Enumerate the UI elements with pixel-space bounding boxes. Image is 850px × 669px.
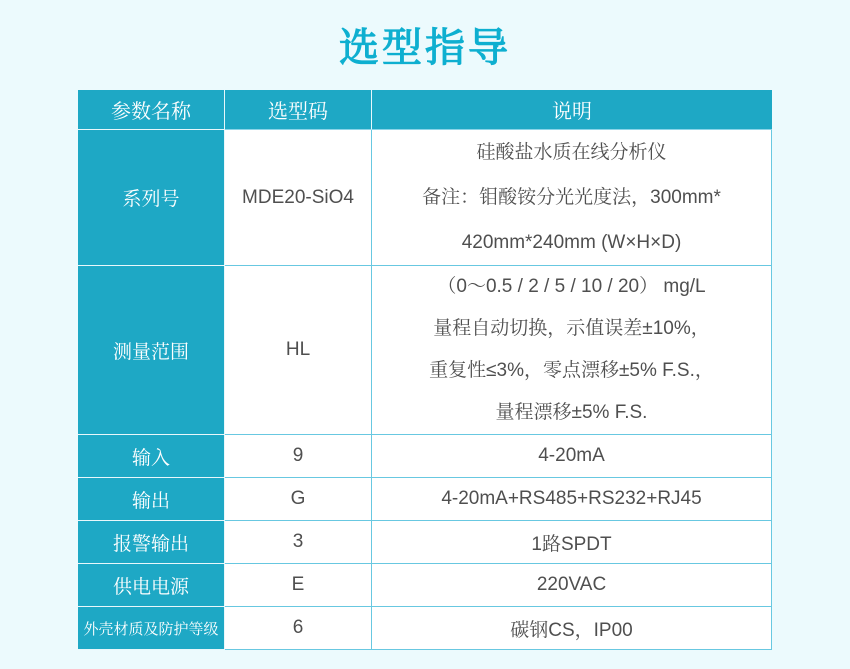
code-cell: 6 <box>225 607 372 650</box>
table-row-input <box>78 435 772 478</box>
description-cell: 220VAC <box>372 564 772 607</box>
code-cell: 9 <box>225 435 372 478</box>
description-cell: 4-20mA+RS485+RS232+RJ45 <box>372 478 772 521</box>
param-name-cell: 报警输出 <box>78 521 225 564</box>
description-line: 硅酸盐水质在线分析仪 <box>476 142 667 163</box>
table-row-measuring-range <box>78 266 772 435</box>
description-line: 420mm*240mm (W×H×D) <box>461 232 682 253</box>
table-row-series <box>78 130 772 266</box>
table-header-row <box>78 90 772 130</box>
description-line: 量程漂移±5% F.S. <box>495 402 648 423</box>
table-row-power-supply <box>78 564 772 607</box>
param-name-cell: 输出 <box>78 478 225 521</box>
param-name-cell: 输入 <box>78 435 225 478</box>
param-name-cell: 测量范围 <box>78 266 225 435</box>
param-name-cell: 外壳材质及防护等级 <box>78 607 225 650</box>
description-line: 重复性≤3%，零点漂移±5% F.S.， <box>429 360 714 381</box>
code-cell: E <box>225 564 372 607</box>
description-cell <box>372 130 772 266</box>
description-cell <box>372 266 772 435</box>
page-title: 选型指导 <box>339 26 511 70</box>
param-name-cell: 系列号 <box>78 130 225 266</box>
table-row-alarm-output <box>78 521 772 564</box>
table-row-housing-protection <box>78 607 772 650</box>
description-line: （0～0.5 / 2 / 5 / 10 / 20） mg/L <box>437 276 706 297</box>
code-cell: MDE20-SiO4 <box>225 130 372 266</box>
code-cell: HL <box>225 266 372 435</box>
description-cell: 1路SPDT <box>372 521 772 564</box>
description-line: 量程自动切换，示值误差±10%， <box>433 318 710 339</box>
header-description: 说明 <box>372 90 772 130</box>
description-line: 备注：钼酸铵分光光度法，300mm* <box>422 187 721 208</box>
description-cell: 碳钢CS，IP00 <box>372 607 772 650</box>
code-cell: G <box>225 478 372 521</box>
header-selection-code: 选型码 <box>225 90 372 130</box>
code-cell: 3 <box>225 521 372 564</box>
selection-guide-table <box>78 90 772 650</box>
header-parameter-name: 参数名称 <box>78 90 225 130</box>
description-cell: 4-20mA <box>372 435 772 478</box>
param-name-cell: 供电电源 <box>78 564 225 607</box>
table-row-output <box>78 478 772 521</box>
